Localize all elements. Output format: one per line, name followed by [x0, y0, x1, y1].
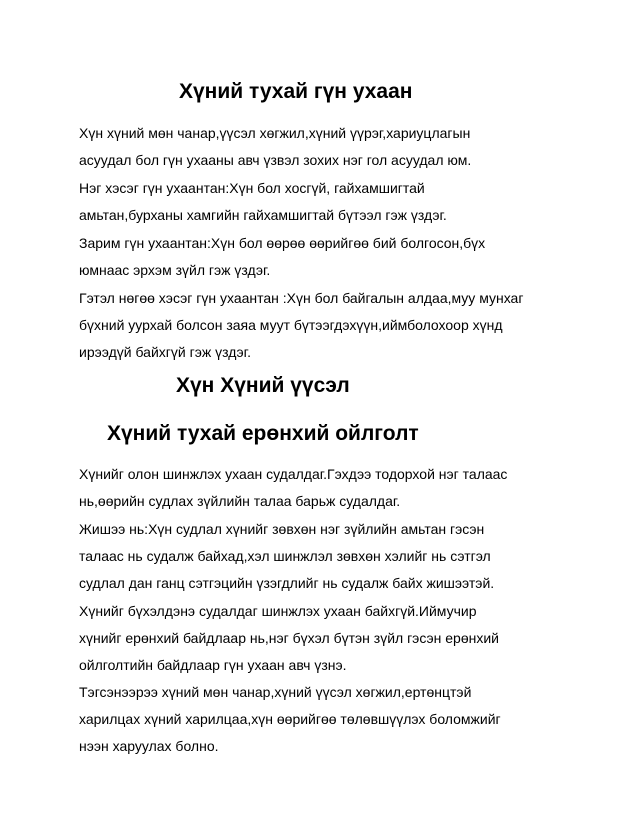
- paragraph: [79, 598, 579, 679]
- document-title: Хүний тухай гүн ухаан: [179, 80, 413, 103]
- paragraph-line: асуудал бол гүн ухааны авч үзвэл зохих нэг гол асуудал юм.: [79, 152, 472, 168]
- paragraph-line: Хүн хүний мөн чанар,үүсэл хөгжил,хүний үүрэг,хариуцлагын: [79, 125, 471, 141]
- paragraph-line: ойлголтийн байдлаар гүн ухаан авч үзнэ.: [79, 657, 347, 673]
- paragraph-line: Жишээ нь:Хүн судлал хүнийг зөвхөн нэг зүйлийн амьтан гэсэн: [79, 521, 485, 537]
- paragraph-line: Гэтэл нөгөө хэсэг гүн ухаантан :Хүн бол байгалын алдаа,муу мунхаг: [79, 290, 524, 306]
- paragraph: [79, 461, 579, 515]
- paragraph-line: Хүнийг бүхэлдэнэ судалдаг шинжлэх ухаан байхгүй.Иймучир: [79, 603, 477, 619]
- paragraph-line: Тэгсэнээрээ хүний мөн чанар,хүний үүсэл хөгжил,ертөнцтэй: [79, 684, 472, 700]
- section-title: Хүн Хүний үүсэл: [176, 374, 350, 397]
- paragraph: [79, 175, 579, 229]
- paragraph-line: амьтан,бурханы хамгийн гайхамшигтай бүтээл гэж үздэг.: [79, 207, 447, 223]
- subsection-title: Хүний тухай ерөнхий ойлголт: [107, 422, 419, 445]
- paragraph-line: талаас нь судалж байхад,хэл шинжлэл зөвхөн хэлийг нь сэтгэл: [79, 548, 491, 564]
- paragraph-line: бүхний уурхай болсон заяа муут бүтээгдэхүүн,иймболохоор хүнд: [79, 317, 503, 333]
- paragraph: [79, 285, 579, 366]
- paragraph-line: харилцах хүний харилцаа,хүн өөрийгөө төлөвшүүлэх боломжийг: [79, 711, 501, 727]
- paragraph: [79, 679, 579, 760]
- paragraph: [79, 516, 579, 597]
- paragraph: [79, 120, 579, 174]
- paragraph-line: судлал дан ганц сэтгэцийн үзэгдлийг нь судалж байх жишээтэй.: [79, 575, 495, 591]
- paragraph-line: хүнийг ерөнхий байдлаар нь,нэг бүхэл бүтэн зүйл гэсэн ерөнхий: [79, 630, 499, 646]
- paragraph: [79, 230, 579, 284]
- paragraph-line: Хүнийг олон шинжлэх ухаан судалдаг.Гэхдээ тодорхой нэг талаас: [79, 466, 508, 482]
- paragraph-line: нь,өөрийн судлах зүйлийн талаа барьж судалдаг.: [79, 493, 401, 509]
- paragraph-line: Зарим гүн ухаантан:Хүн бол өөрөө өөрийгөө бий болгосон,бүх: [79, 235, 486, 251]
- paragraph-line: Нэг хэсэг гүн ухаантан:Хүн бол хосгүй, гайхамшигтай: [79, 180, 425, 196]
- paragraph-line: ирээдүй байхгүй гэж үздэг.: [79, 344, 251, 360]
- paragraph-line: юмнаас эрхэм зүйл гэж үздэг.: [79, 262, 271, 278]
- paragraph-line: нээн харуулах болно.: [79, 738, 219, 754]
